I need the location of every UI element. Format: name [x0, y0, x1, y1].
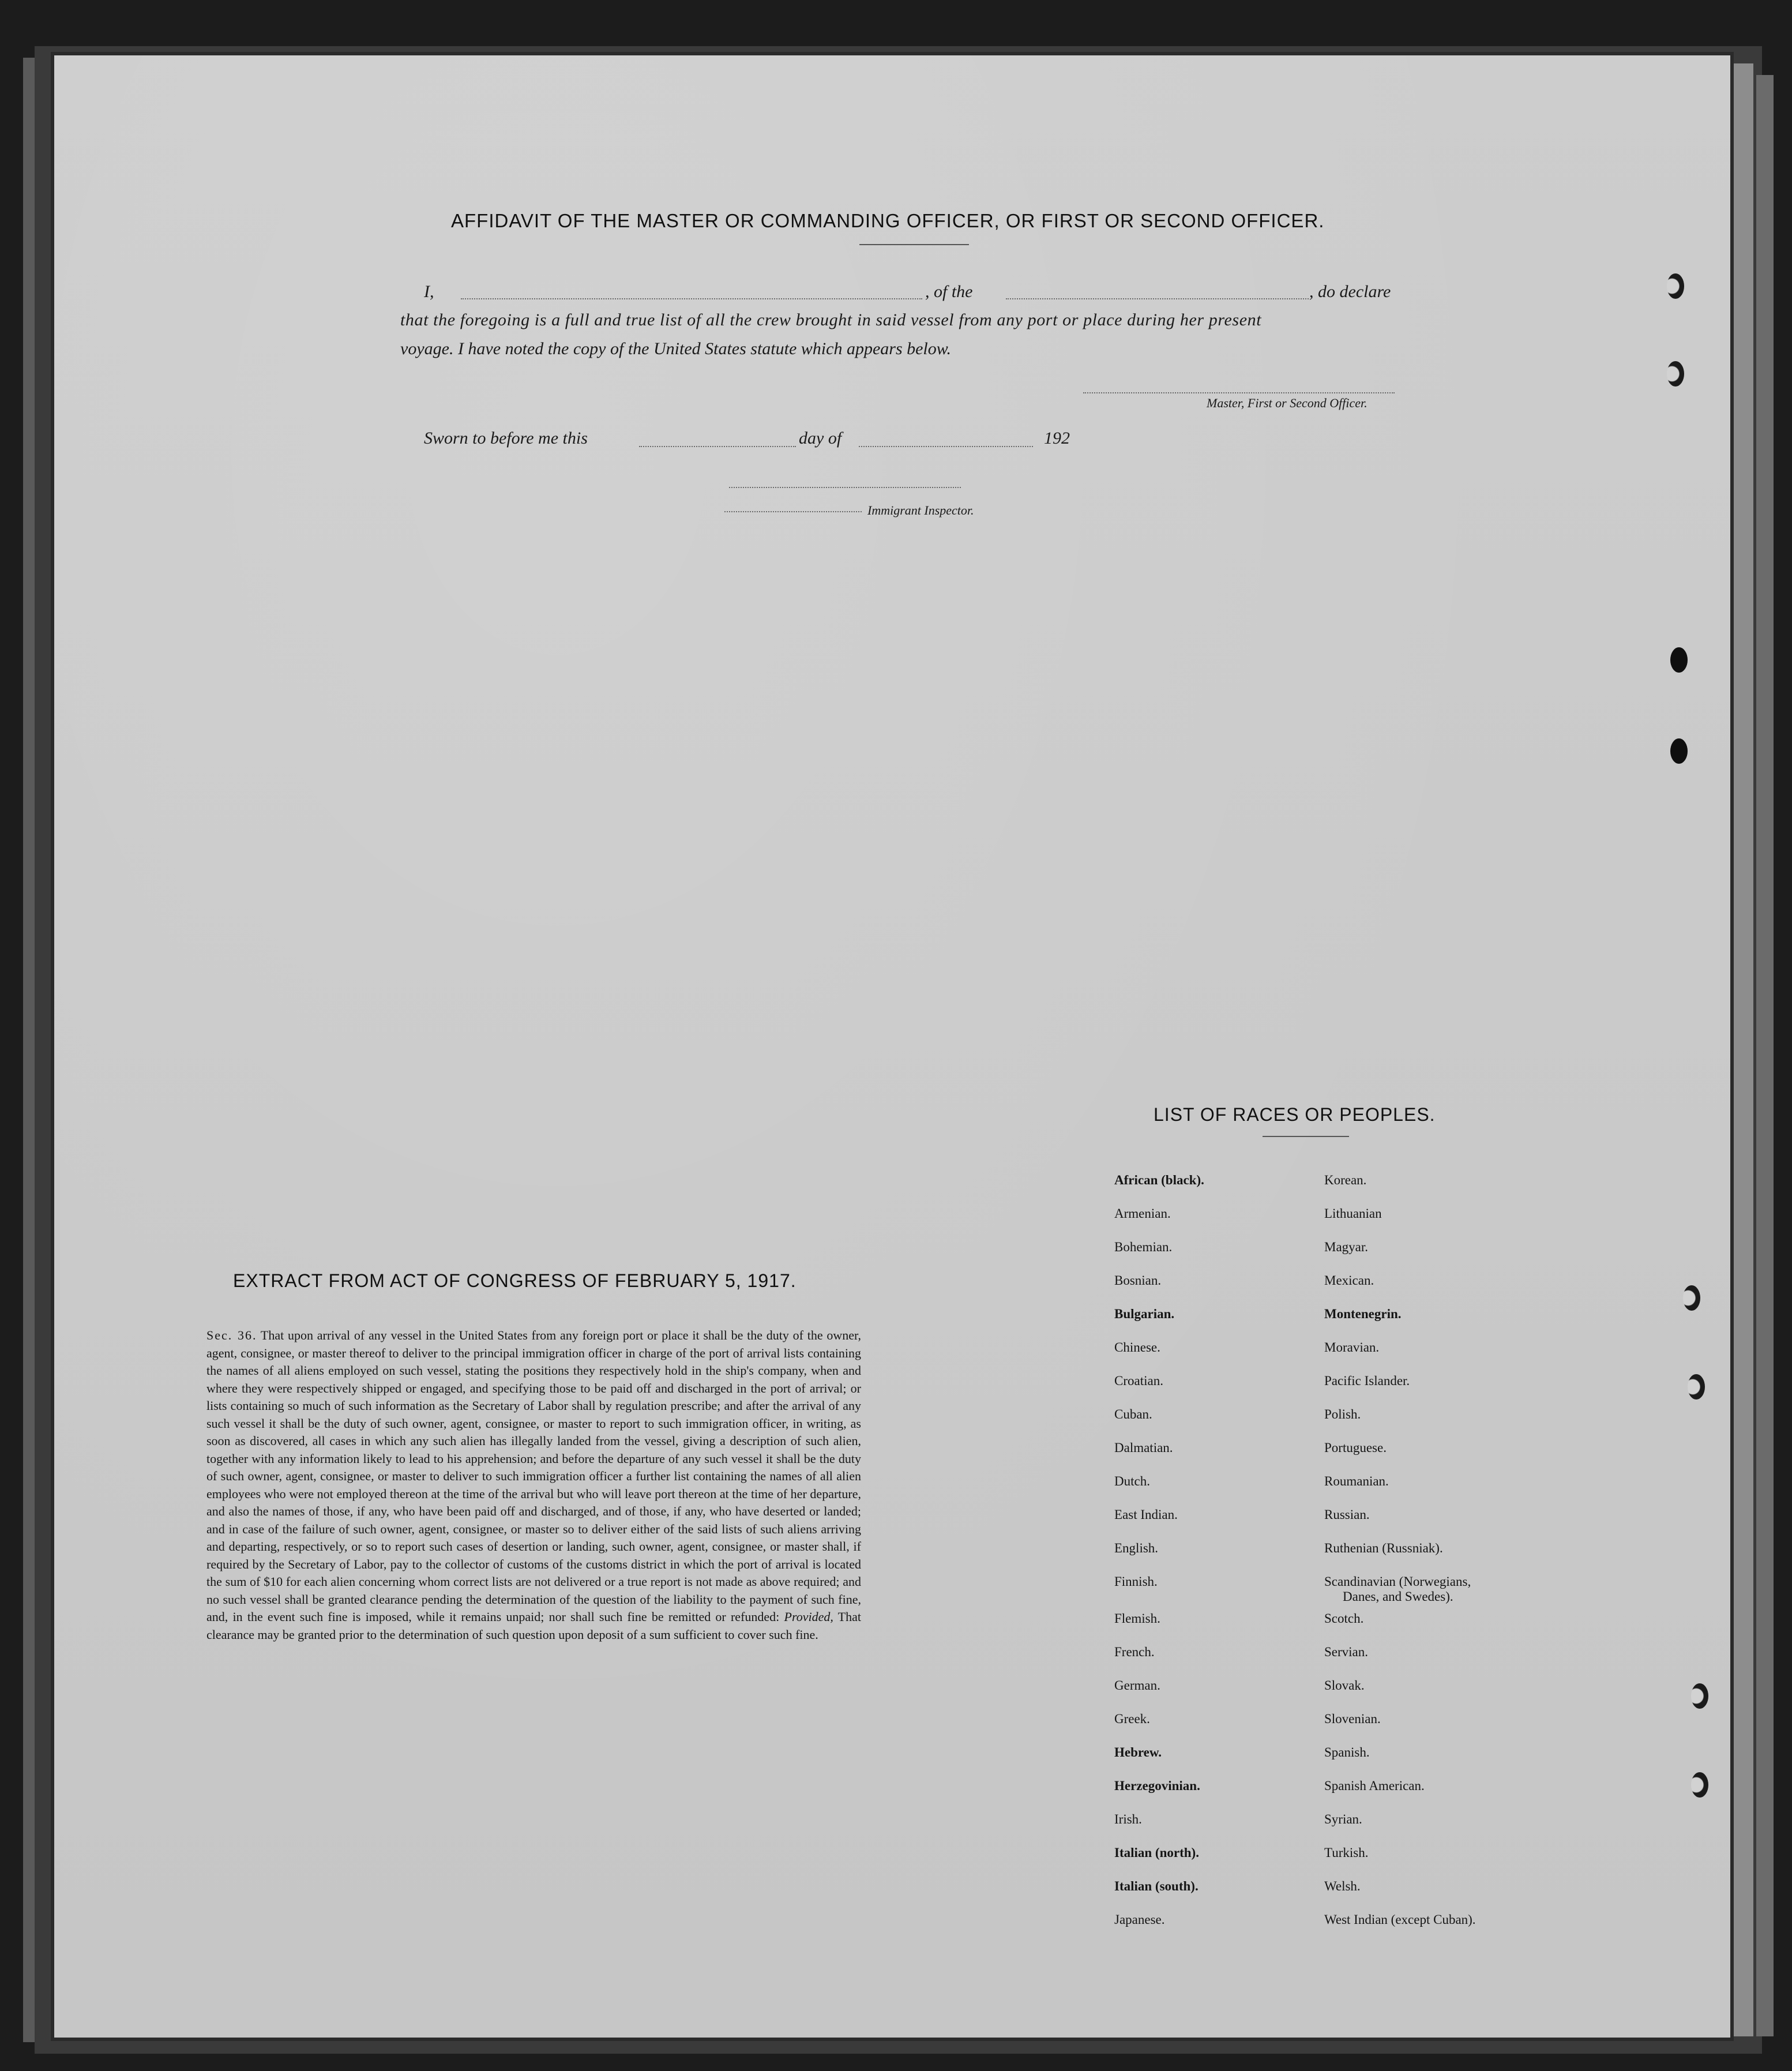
race-left-23: Japanese. — [1114, 1912, 1165, 1927]
race-right-15: Scotch. — [1324, 1611, 1364, 1626]
race-right-23: Welsh. — [1324, 1879, 1361, 1893]
races-heading-rule — [1263, 1136, 1349, 1137]
race-left-22: Italian (south). — [1114, 1879, 1199, 1893]
race-right-22: Turkish. — [1324, 1845, 1369, 1860]
right-page-edge-outer — [1756, 75, 1774, 2036]
race-right-12: Ruthenian (Russniak). — [1324, 1541, 1443, 1555]
race-left-13: Finnish. — [1114, 1574, 1158, 1589]
binder-hole — [1667, 361, 1684, 387]
name-blank — [461, 298, 922, 299]
inspector-label: Immigrant Inspector. — [867, 503, 974, 517]
race-left-6: Chinese. — [1114, 1340, 1160, 1355]
race-right-18: Slovenian. — [1324, 1712, 1381, 1726]
race-left-14: Flemish. — [1114, 1611, 1160, 1626]
race-right-19: Spanish. — [1324, 1745, 1370, 1759]
binder-hole — [1670, 647, 1688, 673]
race-left-5: Bulgarian. — [1114, 1307, 1175, 1321]
affidavit-line-1-i: I, — [424, 282, 434, 301]
race-left-17: Greek. — [1114, 1712, 1150, 1726]
races-heading: LIST OF RACES OR PEOPLES. — [1154, 1104, 1436, 1125]
race-right-2: Lithuanian — [1324, 1206, 1382, 1221]
race-right-3: Magyar. — [1324, 1240, 1369, 1254]
affidavit-line-2: that the foregoing is a full and true list of all the crew brought in said vessel from any port or place during her present — [400, 310, 1262, 329]
race-right-4: Mexican. — [1324, 1273, 1374, 1288]
affidavit-line-3: voyage. I have noted the copy of the United States statute which appears below. — [400, 339, 952, 358]
race-left-7: Croatian. — [1114, 1374, 1163, 1388]
race-right-6: Moravian. — [1324, 1340, 1380, 1355]
race-right-21: Syrian. — [1324, 1812, 1362, 1826]
binder-hole — [1667, 273, 1684, 299]
document-page — [54, 55, 1730, 2038]
race-right-20: Spanish American. — [1324, 1779, 1425, 1793]
binder-hole — [1691, 1683, 1708, 1709]
signature-line — [1083, 392, 1395, 393]
extract-body — [206, 1327, 861, 1644]
provided-word: Provided, — [784, 1609, 833, 1624]
race-left-8: Cuban. — [1114, 1407, 1152, 1421]
sworn-day-blank — [639, 446, 796, 447]
extract-body-text-end: That clearance may be granted prior to the determination of such question upon deposit of a sum sufficient to cover such fine. — [206, 1609, 862, 1642]
affidavit-line-1-of-the: , of the — [925, 282, 973, 301]
vessel-blank — [1006, 298, 1309, 299]
race-right-13: Scandinavian (Norwegians, — [1324, 1574, 1471, 1589]
section-label: Sec. 36. — [206, 1328, 257, 1342]
race-right-8: Polish. — [1324, 1407, 1361, 1421]
extract-body-text: That upon arrival of any vessel in the United States from any foreign port or place it shall be the duty of the owner, agent, consignee, or master thereof to deliver to the principal immigration officer in charge of the port of arrival lists containing the names of all aliens employed on such vessel, stating the positions they respectively hold in the ship's company, when and where they were respectively shipped or engaged, and specifying those to be paid off and discharged in the port of arrival; or lists containing so much of such information as the Secretary of Labor shall by regulation prescribe; and after the arrival of any such vessel it shall be the duty of such owner, agent, consignee, or master to report to such immigration officer, in writing, as soon as discovered, all cases in which any such alien has illegally landed from the vessel, giving a description of such alien, together with any information likely to lead to his apprehension; and before the departure of any such vessel it shall be the duty of such owner, agent, consignee, or master to deliver to such immigration officer a further list containing the names of all alien employees who were not employed thereon at the time of the arrival but who will leave port thereon at the time of her departure, and also the names of those, if any, who have been paid off and discharged, and of those, if any, who have deserted or landed; and in case of the failure of such owner, agent, consignee, or master so to deliver either of the said lists of such aliens arriving and departing, respectively, or so to report such cases of desertion or landing, such owner, agent, consignee, or master shall, if required by the Secretary of Labor, pay to the collector of customs of the customs district in which the port of arrival is located the sum of $10 for each alien concerning whom correct lists are not delivered or a true report is not made as above required; and no such vessel shall be granted clearance pending the determination of the question of the liability to the payment of such fine, and, in the event such fine is imposed, while it remains unpaid; nor shall such fine be remitted or refunded: — [206, 1328, 861, 1624]
binder-hole — [1670, 738, 1688, 764]
race-left-9: Dalmatian. — [1114, 1440, 1173, 1455]
signature-label: Master, First or Second Officer. — [1207, 396, 1368, 410]
race-left-15: French. — [1114, 1645, 1155, 1659]
extract-heading: EXTRACT FROM ACT OF CONGRESS OF FEBRUARY 5, 1917. — [233, 1270, 797, 1291]
race-left-1: African (black). — [1114, 1173, 1204, 1187]
binder-hole — [1688, 1374, 1705, 1400]
sworn-year: 192 — [1044, 429, 1070, 448]
sworn-day-of: day of — [799, 429, 842, 448]
race-right-5: Montenegrin. — [1324, 1307, 1402, 1321]
race-left-18: Hebrew. — [1114, 1745, 1162, 1759]
race-right-10: Roumanian. — [1324, 1474, 1389, 1488]
affidavit-line-1-declare: , do declare — [1309, 282, 1391, 301]
race-right-17: Slovak. — [1324, 1678, 1365, 1693]
race-left-2: Armenian. — [1114, 1206, 1171, 1221]
race-left-21: Italian (north). — [1114, 1845, 1199, 1860]
race-right-16: Servian. — [1324, 1645, 1369, 1659]
sworn-prefix: Sworn to before me this — [424, 429, 588, 448]
race-right-9: Portuguese. — [1324, 1440, 1387, 1455]
race-right-24: West Indian (except Cuban). — [1324, 1912, 1476, 1927]
binder-hole — [1691, 1772, 1708, 1798]
race-left-16: German. — [1114, 1678, 1160, 1693]
binder-hole — [1683, 1285, 1700, 1311]
race-left-10: Dutch. — [1114, 1474, 1150, 1488]
race-right-11: Russian. — [1324, 1507, 1370, 1522]
right-page-edge — [1730, 63, 1753, 2036]
race-left-4: Bosnian. — [1114, 1273, 1162, 1288]
race-left-19: Herzegovinian. — [1114, 1779, 1200, 1793]
race-left-3: Bohemian. — [1114, 1240, 1173, 1254]
race-left-11: East Indian. — [1114, 1507, 1178, 1522]
affidavit-heading-rule — [859, 244, 969, 245]
race-left-12: English. — [1114, 1541, 1159, 1555]
affidavit-heading: AFFIDAVIT OF THE MASTER OR COMMANDING OFFICER, OR FIRST OR SECOND OFFICER. — [451, 210, 1325, 231]
inspector-signature-line — [729, 487, 961, 488]
sworn-month-blank — [859, 446, 1033, 447]
inspector-short-line — [724, 511, 862, 512]
race-right-1: Korean. — [1324, 1173, 1367, 1187]
race-right-7: Pacific Islander. — [1324, 1374, 1410, 1388]
race-left-20: Irish. — [1114, 1812, 1142, 1826]
race-right-14: Danes, and Swedes). — [1343, 1589, 1453, 1604]
